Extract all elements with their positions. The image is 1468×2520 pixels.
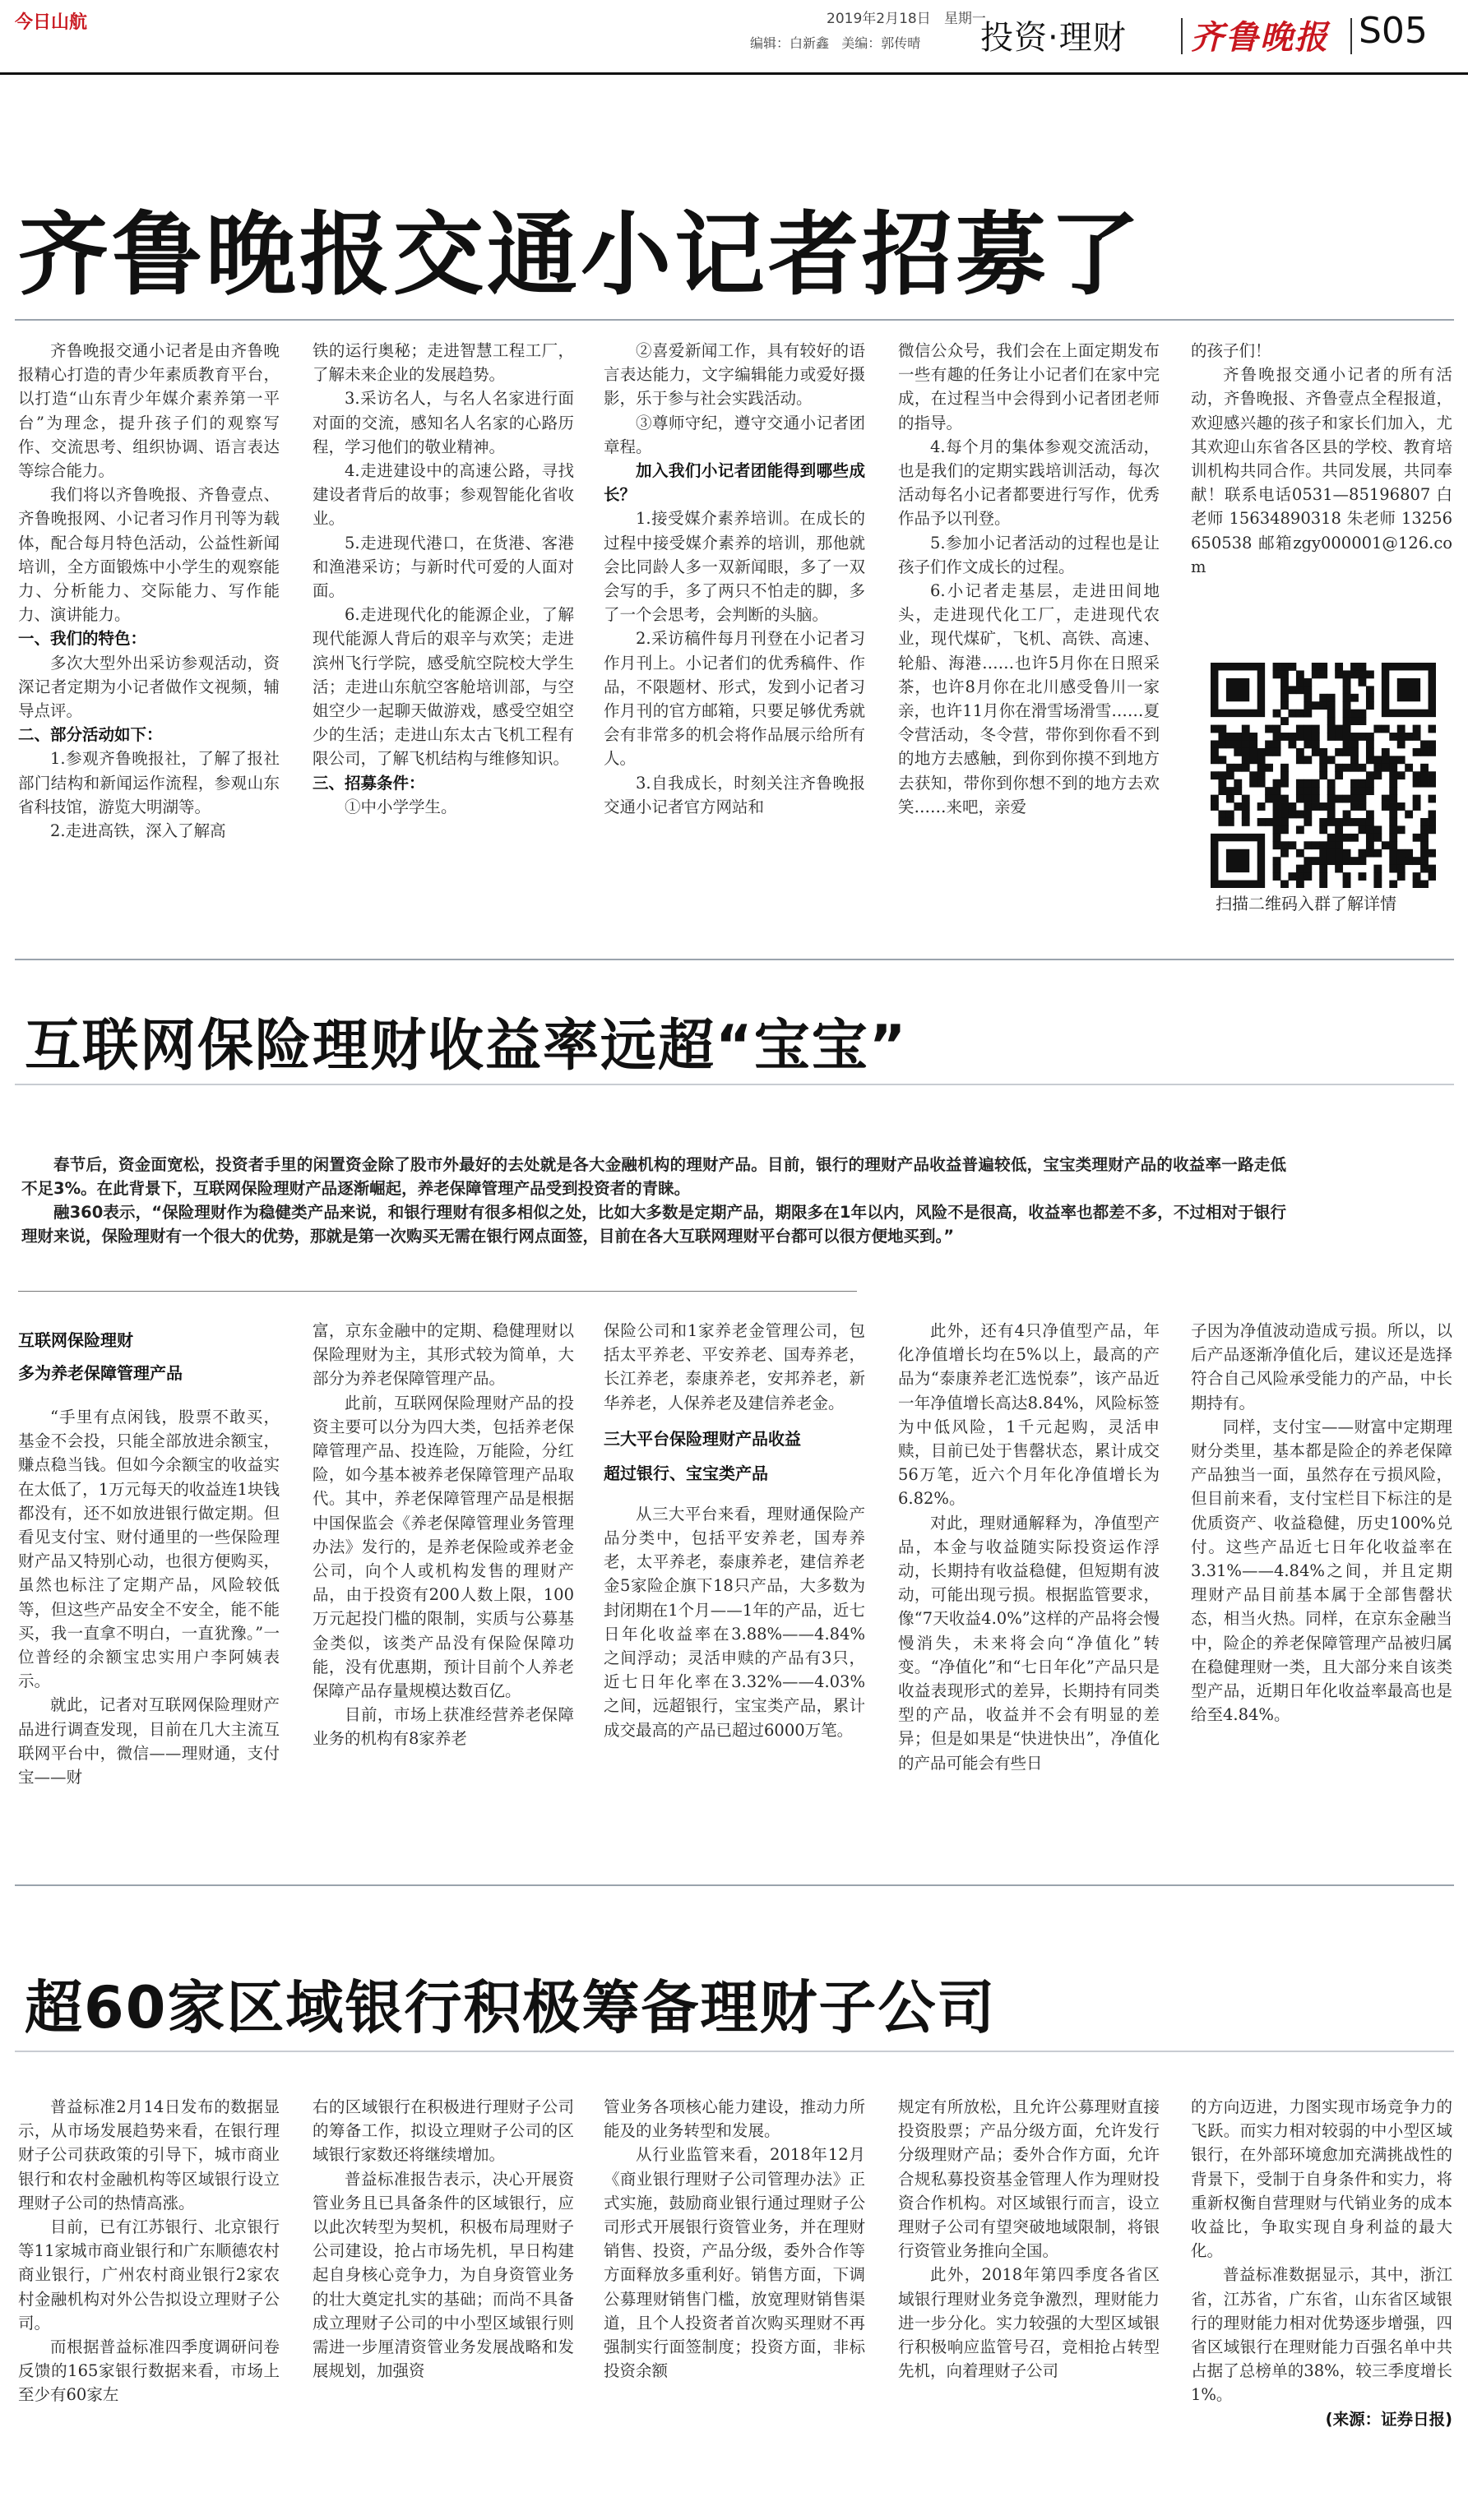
paragraph: 的方向迈进，力图实现市场竞争力的飞跃。而实力相对较弱的中小型区域银行，在外部环境愈加充满挑战性的背景下，受制于自身条件和实力，将重新权衡自营理财与代销业务的成本收益比，争取实现自身利益的最大化。 <box>1191 2097 1452 2261</box>
paragraph: 保险公司和1家养老金管理公司，包括太平养老、平安养老、国寿养老，长江养老，泰康养老，安邦养老，新华养老，人保养老及建信养老金。 <box>604 1321 865 1413</box>
paragraph: ②喜爱新闻工作，具有较好的语言表达能力，文字编辑能力或爱好摄影，乐于参与社会实践活动。 <box>604 341 865 409</box>
article2-col5 <box>1191 1319 1452 2170</box>
weekday: 星期一 <box>943 11 986 27</box>
paragraph: “手里有点闲钱，股票不敢买，基金不会投，只能全部放进余额宝，赚点稳当钱。但如今余额宝的收益实在太低了，1万元每天的收益连1块钱都没有，还不如放进银行做定期。但看见支付宝、财付通里的一些保险理财产品又特别心动，也很方便购买，虽然也标注了定期产品，风险较低等，但这些产品安全不安全，能不能买，我一直拿不明白，一直犹豫。”一位普经的余额宝忠实用户李阿姨表示。 <box>18 1408 280 1691</box>
paragraph: 子因为净值波动造成亏损。所以，以后产品逐渐净值化后，建议还是选择符合自己风险承受能力的产品，中长期持有。 <box>1191 1321 1452 1413</box>
lead-paragraph: 春节后，资金面宽松，投资者手里的闲置资金除了股市外最好的去处就是各大金融机构的理财产品。目前，银行的理财产品收益普遍较低，宝宝类理财产品的收益率一路走低不足3%。在此背景下，互联网保险理财产品逐渐崛起，养老保障管理产品受到投资者的青睐。 <box>21 1155 1286 1198</box>
paragraph: 1.接受媒介素养培训。在成长的过程中接受媒介素养的培训，那他就会比同龄人多一双新闻眼，多了一双会写的手，多了两只不怕走的脚，多了一个会思考，会判断的头脑。 <box>604 509 865 625</box>
subheading: 多为养老保障管理产品 <box>18 1363 183 1383</box>
paragraph: 铁的运行奥秘；走进智慧工程工厂，了解未来企业的发展趋势。 <box>313 341 574 385</box>
article2-title: 互联网保险理财收益率远超“宝宝” <box>25 1014 908 1079</box>
section-title: 投资·理财 <box>980 19 1127 57</box>
designer: 美编：郭传晴 <box>841 35 921 51</box>
paragraph: 普益标准2月14日发布的数据显示，从市场发展趋势来看，在银行理财子公司获政策的引导下，城市商业银行和农村金融机构等区域银行设立理财子公司的热情高涨。 <box>18 2097 280 2213</box>
paragraph: 管业务各项核心能力建设，推动力所能及的业务转型和发展。 <box>604 2097 865 2141</box>
section-divider-2 <box>15 1884 1454 1886</box>
paragraph: ①中小学学生。 <box>345 797 457 816</box>
date-line <box>827 7 986 27</box>
paragraph: 就此，记者对互联网保险理财产品进行调查发现，目前在几大主流互联网平台中，微信——理财通，支付宝——财 <box>18 1695 280 1787</box>
paragraph: 多次大型外出采访参观活动，资深记者定期为小记者做作文视频，辅导点评。 <box>18 653 280 721</box>
paragraph: 对此，理财通解释为，净值型产品，本金与收益随实际投资运作浮动，长期持有收益稳健，但短期有波动，可能出现亏损。根据监管要求，像“7天收益4.0%”这样的产品将会慢慢消失，未来将会向“净值化”转变。“净值化”和“七日年化”产品只是收益表现形式的差异，长期持有同类型的产品，收益并不会有明显的差异；但是如果是“快进快出”，净值化的产品可能会有些日 <box>898 1513 1160 1773</box>
paragraph: 普益标准数据显示，其中，浙江省，江苏省，广东省，山东省区域银行的理财能力相对优势逐步增强，四省区域银行在理财能力百强名单中共占据了总榜单的38%，较三季度增长1%。 <box>1191 2265 1452 2405</box>
paragraph: 2.走进高铁，深入了解高 <box>50 821 226 841</box>
source-credit: (来源：证券日报) <box>1325 2409 1452 2429</box>
date: 2019年2月18日 <box>827 11 931 27</box>
paragraph: 5.走进现代港口，在货港、客港和渔港采访；与新时代可爱的人面对面。 <box>313 533 574 601</box>
article1-col2 <box>313 339 574 936</box>
page-number: S05 <box>1359 10 1428 52</box>
editor-line <box>750 33 920 52</box>
article1-col4 <box>898 339 1160 936</box>
paragraph: 齐鲁晚报交通小记者是由齐鲁晚报精心打造的青少年素质教育平台，以打造“山东青少年媒介素养第一平台”为理念，提升孩子们的观察写作、交流思考、组织协调、语言表达等综合能力。 <box>18 341 280 481</box>
article3-title: 超60家区域银行积极筹备理财子公司 <box>25 1974 997 2041</box>
header-divider-2 <box>1350 18 1352 54</box>
paragraph: ③尊师守纪，遵守交通小记者团章程。 <box>604 413 865 456</box>
subheading: 超过银行、宝宝类产品 <box>604 1463 768 1483</box>
paragraph: 此外，2018年第四季度各省区域银行理财业务竞争激烈，理财能力进一步分化。实力较强的大型区域银行积极响应监管号召，竞相抢占转型先机，向着理财子公司 <box>898 2265 1160 2381</box>
paragraph: 3.采访名人，与名人名家进行面对面的交流，感知名人名家的心路历程，学习他们的敬业精神。 <box>313 389 574 456</box>
article3-rule <box>15 2051 1454 2052</box>
article2-rule <box>15 1084 1454 1085</box>
article3-col2 <box>313 2095 574 2506</box>
subheading: 三大平台保险理财产品收益 <box>604 1428 801 1449</box>
editor: 编辑：白新鑫 <box>750 35 830 51</box>
paragraph: 齐鲁晚报交通小记者的所有活动，齐鲁晚报、齐鲁壹点全程报道，欢迎感兴趣的孩子和家长们加入，尤其欢迎山东省各区县的学校、教育培训机构共同合作。共同发展，共同奉献！联系电话0531—85196807 白老师 15634890318 朱老师 13256650538 邮箱zgy000001@126.com <box>1191 365 1452 576</box>
article2-lead <box>21 1153 1286 1248</box>
subheading: 一、我们的特色： <box>18 629 147 649</box>
paragraph: 微信公众号，我们会在上面定期发布一些有趣的任务让小记者们在家中完成，在过程当中会得到小记者团老师的指导。 <box>898 341 1160 432</box>
subheading: 二、部分活动如下： <box>18 725 163 745</box>
article3-col4 <box>898 2095 1160 2506</box>
paragraph: 普益标准报告表示，决心开展资管业务且已具备条件的区域银行，应以此次转型为契机，积极布局理财子公司建设，抢占市场先机，早日构建起自身核心竞争力，为自身资管业务的壮大奠定扎实的基础；而尚不具备成立理财子公司的中小型区域银行则需进一步厘清资管业务发展战略和发展规划，加强资 <box>313 2169 574 2381</box>
paragraph: 目前，市场上获准经营养老保障业务的机构有8家养老 <box>313 1705 574 1749</box>
qr-code-graphic <box>1211 663 1436 888</box>
article3-col5 <box>1191 2095 1452 2506</box>
paper-logo: 齐鲁晚报 <box>1191 18 1329 57</box>
article1-col5 <box>1191 339 1452 651</box>
paragraph: 从三大平台来看，理财通保险产品分类中，包括平安养老，国寿养老，太平养老，泰康养老，建信养老金5家险企旗下18只产品，大多数为封闭期在1个月——1年的产品，近七日年化收益率在3.88%——4.84%之间浮动；灵活申赎的产品有3只，近七日年化率在3.32%——4.03%之间，远超银行，宝宝类产品，累计成交最高的产品已超过6000万笔。 <box>604 1504 865 1740</box>
paragraph: 右的区域银行在积极进行理财子公司的筹备工作，拟设立理财子公司的区域银行家数还将继续增加。 <box>313 2097 574 2165</box>
paragraph: 6.走进现代化的能源企业，了解现代能源人背后的艰辛与欢笑；走进滨州飞行学院，感受航空院校大学生活；走进山东航空客舱培训部，与空姐空少一起聊天做游戏，感受空姐空少的生活；走进山东太古飞机工程有限公司，了解飞机结构与维修知识。 <box>313 605 574 769</box>
paragraph: 6.小记者走基层，走进田间地头，走进现代化工厂，走进现代农业，现代煤矿，飞机、高铁、高速、轮船、海港……也许5月你在日照采茶，也许8月你在北川感受鲁川一家亲，也许11月你在滑雪场滑雪……夏令营活动，冬令营，带你到你看不到的地方去感触，到你到你摸不到地方去获知，带你到你想不到的地方去欢笑……来吧，亲爱 <box>898 581 1160 816</box>
paragraph: 此前，互联网保险理财产品的投资主要可以分为四大类，包括养老保障管理产品、投连险，万能险，分红险，如今基本被养老保障管理产品取代。其中，养老保障管理产品是根据中国保监会《养老保障管理业务管理办法》发行的，是养老保险或养老金公司，向个人或机构发售的理财产品，由于投资有200人数上限，100万元起投门槛的限制，实质与公募基金类似，该类产品没有保险保障功能，没有优惠期，预计目前个人养老保障产品存量规模达数百亿。 <box>313 1393 574 1701</box>
qr-code[interactable] <box>1211 663 1436 888</box>
article1-col1 <box>18 339 280 936</box>
paragraph: 3.自我成长，时刻关注齐鲁晚报交通小记者官方网站和 <box>604 773 865 816</box>
paragraph: 我们将以齐鲁晚报、齐鲁壹点、齐鲁晚报网、小记者习作月刊等为载体，配合每月特色活动，公益性新闻培训，全方面锻炼中小学生的观察能力、分析能力、交际能力、写作能力、演讲能力。 <box>18 485 280 625</box>
paragraph: 2.采访稿件每月刊登在小记者习作月刊上。小记者们的优秀稿件、作品，不限题材、形式，发到小记者习作月刊的官方邮箱，只要足够优秀就会有非常多的机会将作品展示给所有人。 <box>604 629 865 769</box>
subheading: 三、招募条件： <box>313 773 425 793</box>
article1-col3 <box>604 339 865 936</box>
paragraph: 1.参观齐鲁晚报社，了解了报社部门结构和新闻运作流程，参观山东省科技馆，游览大明湖等。 <box>18 749 280 816</box>
section-label: 今日山航 <box>15 12 88 33</box>
lead-underline <box>18 1291 857 1292</box>
paragraph: 富，京东金融中的定期、稳健理财以保险理财为主，其形式较为简单，大部分为养老保障管理产品。 <box>313 1321 574 1389</box>
header-divider-1 <box>1181 18 1183 54</box>
qr-caption: 扫描二维码入群了解详情 <box>1216 894 1396 913</box>
subheading: 加入我们小记者团能得到哪些成长？ <box>604 461 865 505</box>
header-rule <box>0 72 1468 75</box>
article1-title: 齐鲁晚报交通小记者招募了 <box>18 202 1143 307</box>
article1-rule <box>15 319 1454 321</box>
paragraph: 5.参加小记者活动的过程也是让孩子们作文成长的过程。 <box>898 533 1160 576</box>
subheading: 互联网保险理财 <box>18 1330 133 1350</box>
paragraph: 同样，支付宝——财富中定期理财分类里，基本都是险企的养老保障产品独当一面，虽然存在亏损风险，但目前来看，支付宝栏目下标注的是优质资产、收益稳健，历史100%兑付。这些产品近七日年化收益率在3.31%——4.84%之间，并且定期理财产品目前基本属于全部售罄状态，相当火热。同样，在京东金融当中，险企的养老保障管理产品被归属在稳健理财一类，且大部分来自该类型产品，近期日年化收益率最高也是给至4.84%。 <box>1191 1417 1452 1725</box>
paragraph: 4.每个月的集体参观交流活动，也是我们的定期实践培训活动，每次活动每名小记者都要进行写作，优秀作品予以刊登。 <box>898 437 1160 529</box>
paragraph: 4.走进建设中的高速公路，寻找建设者背后的故事；参观智能化省收业。 <box>313 461 574 529</box>
paragraph: 从行业监管来看，2018年12月《商业银行理财子公司管理办法》正式实施，鼓励商业银行通过理财子公司形式开展银行资管业务，并在理财销售、投资，产品分级，委外合作等方面释放多重利好。销售方面，下调公募理财销售门槛，放宽理财销售渠道，且个人投资者首次购买理财不再强制实行面签制度；投资方面，非标投资余额 <box>604 2145 865 2381</box>
section-divider-1 <box>15 959 1454 960</box>
paragraph: 的孩子们！ <box>1191 341 1271 360</box>
paragraph: 规定有所放松，且允许公募理财直接投资股票；产品分级方面，允许发行分级理财产品；委外合作方面，允许合规私募投资基金管理人作为理财投资合作机构。对区域银行而言，设立理财子公司有望突破地域限制，将银行资管业务推向全国。 <box>898 2097 1160 2261</box>
paragraph: 而根据普益标准四季度调研问卷反馈的165家银行数据来看，市场上至少有60家左 <box>18 2337 280 2405</box>
article3-col3 <box>604 2095 865 2506</box>
article3-col1 <box>18 2095 280 2506</box>
paragraph: 此外，还有4只净值型产品，年化净值增长均在5%以上，最高的产品为“泰康养老汇选悦泰”，该产品近一年净值增长高达8.84%，风险标签为中低风险，1千元起购，灵活申赎，目前已处于售罄状态，累计成交56万笔，近六个月年化净值增长为6.82%。 <box>898 1321 1160 1509</box>
paragraph: 目前，已有江苏银行、北京银行等11家城市商业银行和广东顺德农村商业银行，广州农村商业银行2家农村金融机构对外公告拟设立理财子公司。 <box>18 2217 280 2333</box>
lead-paragraph: 融360表示，“保险理财作为稳健类产品来说，和银行理财有很多相似之处，比如大多数是定期产品，期限多在1年以内，风险不是很高，收益率也都差不多，不过相对于银行理财来说，保险理财有一个很大的优势，那就是第一次购买无需在银行网点面签，目前在各大互联网理财平台都可以很方便地买到。” <box>21 1203 1286 1246</box>
